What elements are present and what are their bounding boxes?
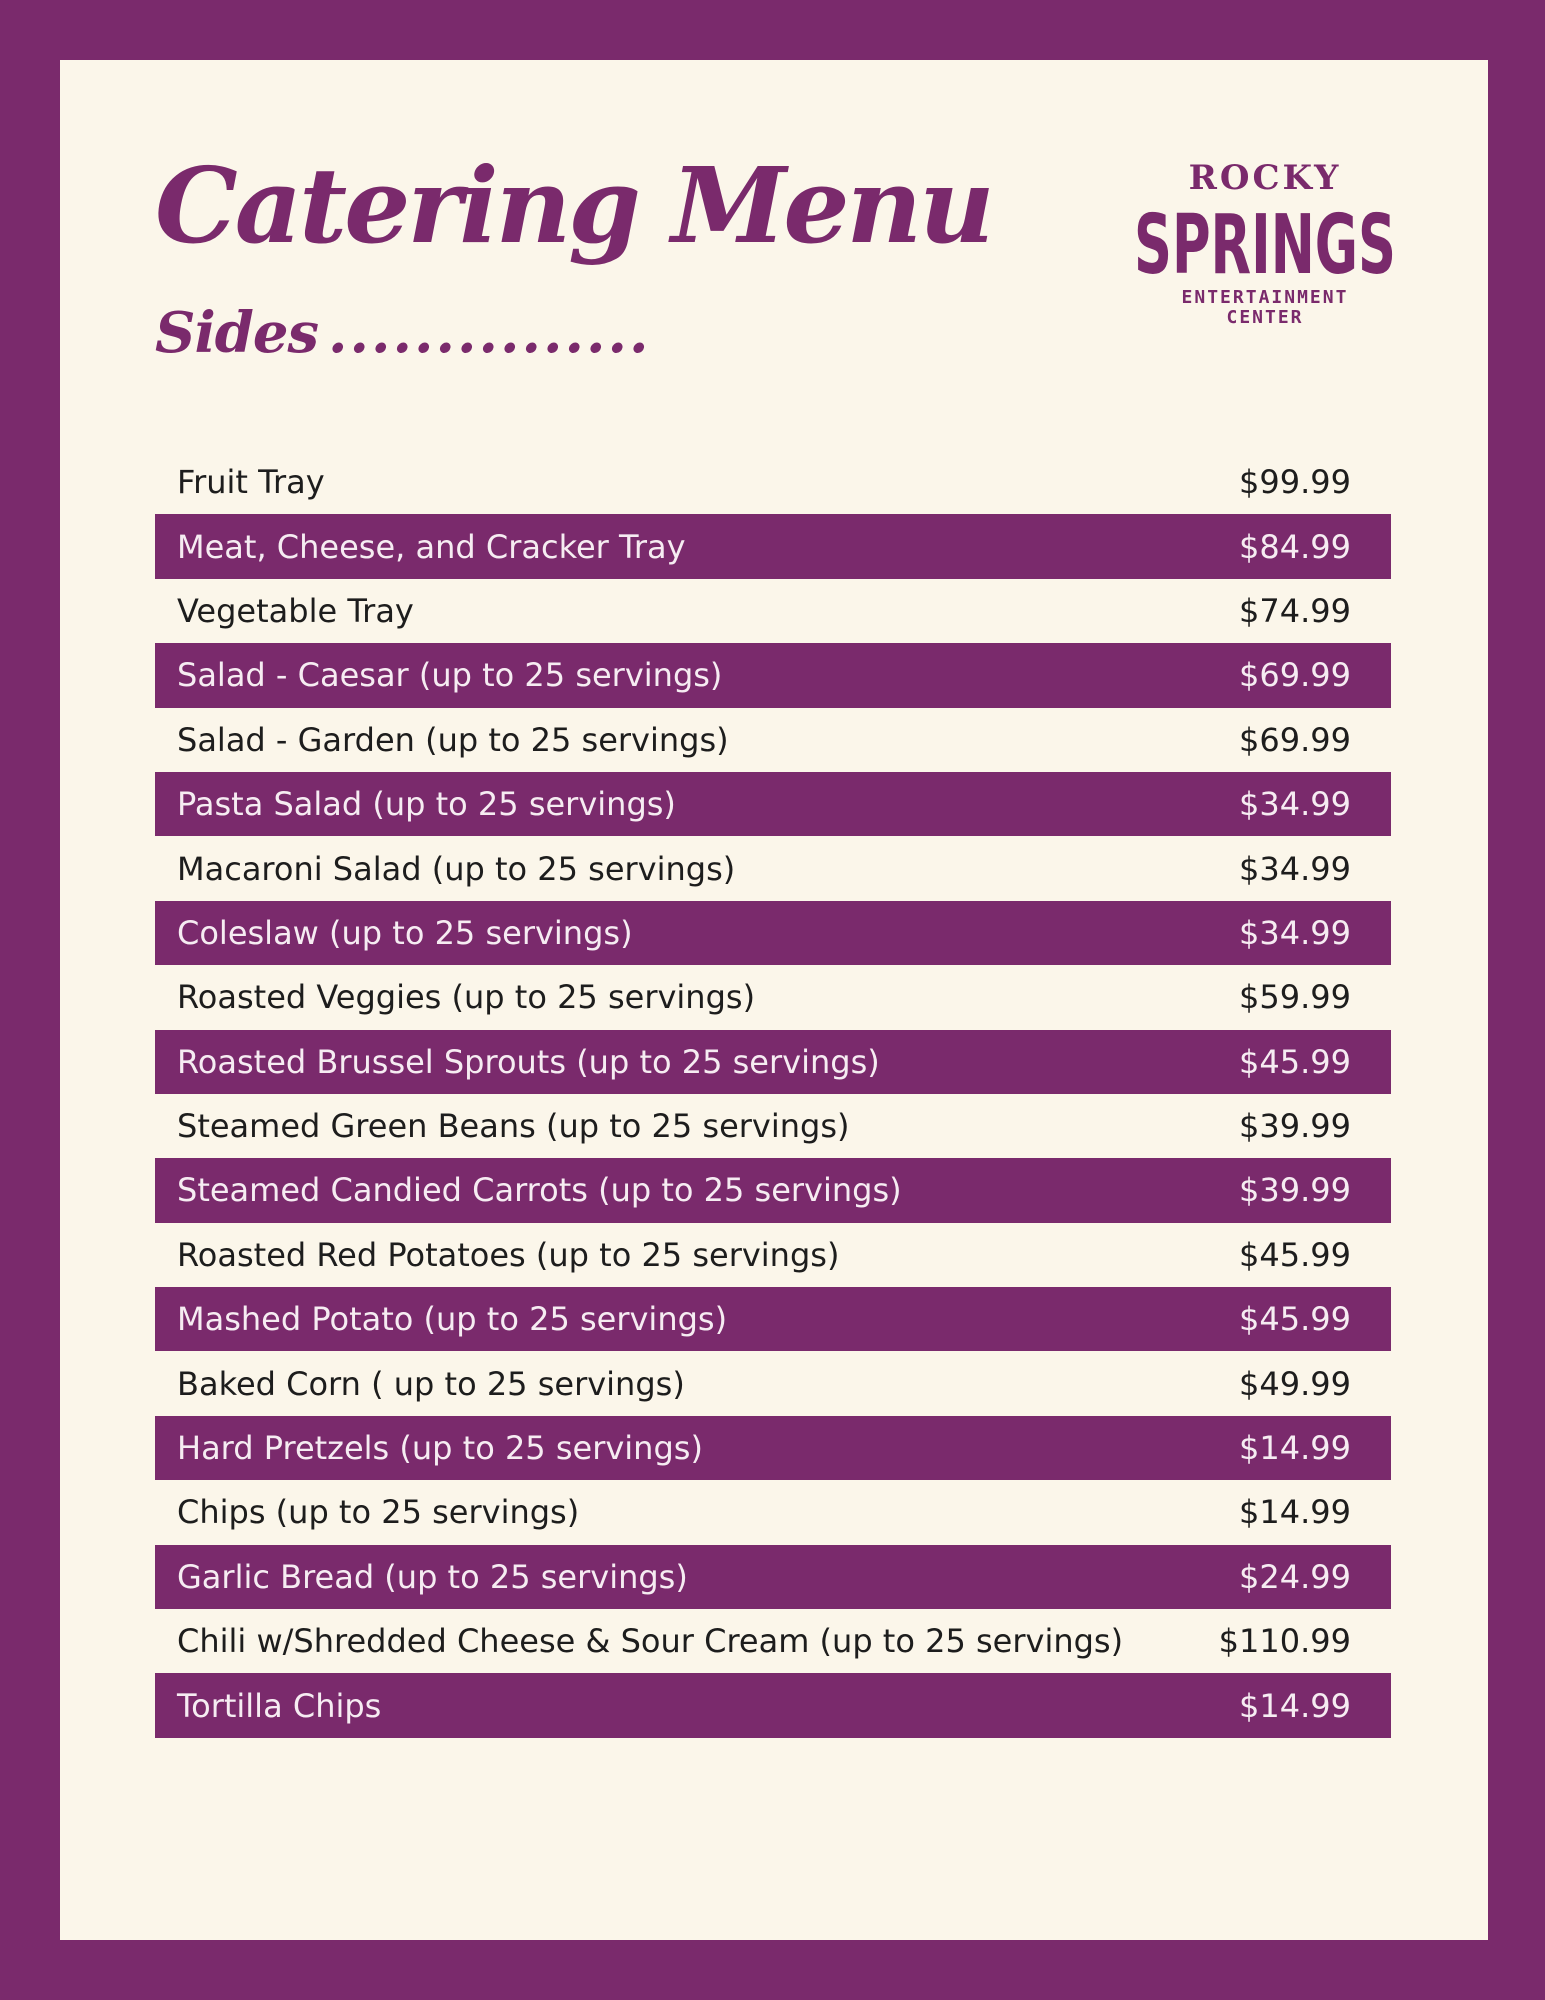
- menu-item-name: Macaroni Salad (up to 25 servings): [177, 849, 736, 888]
- menu-item-price: $69.99: [1239, 656, 1351, 695]
- section-title: Sides: [155, 300, 319, 366]
- menu-item-price: $14.99: [1239, 1686, 1351, 1725]
- menu-item-price: $49.99: [1239, 1364, 1351, 1403]
- menu-item-price: $110.99: [1218, 1622, 1351, 1661]
- logo-sub-line1: ENTERTAINMENT: [1181, 287, 1349, 308]
- menu-item-price: $99.99: [1239, 463, 1351, 502]
- menu-item-name: Roasted Red Potatoes (up to 25 servings): [177, 1235, 840, 1274]
- menu-item-name: Vegetable Tray: [177, 591, 414, 630]
- menu-item-name: Roasted Veggies (up to 25 servings): [177, 978, 756, 1017]
- menu-item-price: $34.99: [1239, 849, 1351, 888]
- menu-item: [155, 772, 1391, 836]
- menu-item: [155, 1030, 1391, 1094]
- menu-item: [155, 1094, 1391, 1158]
- page-title: Catering Menu: [155, 144, 992, 267]
- menu-item: [155, 836, 1391, 900]
- menu-item: [155, 579, 1391, 643]
- menu-item-price: $84.99: [1239, 527, 1351, 566]
- menu-item: [155, 1673, 1391, 1737]
- menu-item-price: $39.99: [1239, 1171, 1351, 1210]
- menu-item-name: Steamed Candied Carrots (up to 25 servings): [177, 1171, 902, 1210]
- section-heading: [155, 300, 651, 366]
- menu-item: [155, 708, 1391, 772]
- menu-page: [60, 60, 1488, 1940]
- menu-item-price: $45.99: [1239, 1235, 1351, 1274]
- menu-item: [155, 514, 1391, 578]
- menu-item-name: Roasted Brussel Sprouts (up to 25 servings): [177, 1042, 880, 1081]
- menu-item: [155, 1480, 1391, 1544]
- menu-item-name: Chips (up to 25 servings): [177, 1493, 580, 1532]
- menu-item-price: $34.99: [1239, 913, 1351, 952]
- menu-item-name: Coleslaw (up to 25 servings): [177, 913, 633, 952]
- logo-graphic: [1125, 155, 1405, 335]
- menu-item-price: $45.99: [1239, 1300, 1351, 1339]
- menu-item-price: $14.99: [1239, 1493, 1351, 1532]
- menu-item-price: $59.99: [1239, 978, 1351, 1017]
- menu-item-name: Salad - Garden (up to 25 servings): [177, 720, 729, 759]
- menu-item: [155, 1609, 1391, 1673]
- menu-item: [155, 643, 1391, 707]
- menu-item-name: Meat, Cheese, and Cracker Tray: [177, 527, 686, 566]
- menu-item-price: $24.99: [1239, 1557, 1351, 1596]
- section-leader-dots: ...............: [328, 300, 651, 366]
- menu-item: [155, 1545, 1391, 1609]
- menu-item-name: Hard Pretzels (up to 25 servings): [177, 1429, 703, 1468]
- menu-item-name: Garlic Bread (up to 25 servings): [177, 1557, 688, 1596]
- menu-item-price: $74.99: [1239, 591, 1351, 630]
- menu-item-name: Tortilla Chips: [177, 1686, 382, 1725]
- menu-item-price: $69.99: [1239, 720, 1351, 759]
- logo-top-word: ROCKY: [1188, 158, 1342, 198]
- logo-main-word: SPRINGS: [1134, 198, 1396, 293]
- menu-item-price: $34.99: [1239, 785, 1351, 824]
- brand-logo: [1125, 155, 1405, 335]
- menu-item-name: Salad - Caesar (up to 25 servings): [177, 656, 723, 695]
- menu-item-price: $45.99: [1239, 1042, 1351, 1081]
- menu-item-name: Pasta Salad (up to 25 servings): [177, 785, 676, 824]
- menu-list: [155, 450, 1391, 1738]
- menu-item: [155, 450, 1391, 514]
- menu-item: [155, 1287, 1391, 1351]
- menu-item: [155, 1351, 1391, 1415]
- menu-item-name: Steamed Green Beans (up to 25 servings): [177, 1107, 850, 1146]
- menu-item: [155, 901, 1391, 965]
- menu-item-price: $14.99: [1239, 1429, 1351, 1468]
- menu-item-name: Baked Corn ( up to 25 servings): [177, 1364, 685, 1403]
- menu-item: [155, 1223, 1391, 1287]
- menu-item-name: Fruit Tray: [177, 463, 325, 502]
- menu-item-name: Mashed Potato (up to 25 servings): [177, 1300, 728, 1339]
- menu-item: [155, 965, 1391, 1029]
- logo-sub-line2: CENTER: [1226, 307, 1304, 328]
- menu-item: [155, 1158, 1391, 1222]
- menu-item-name: Chili w/Shredded Cheese & Sour Cream (up to 25 servings): [177, 1622, 1124, 1661]
- menu-item-price: $39.99: [1239, 1107, 1351, 1146]
- menu-item: [155, 1416, 1391, 1480]
